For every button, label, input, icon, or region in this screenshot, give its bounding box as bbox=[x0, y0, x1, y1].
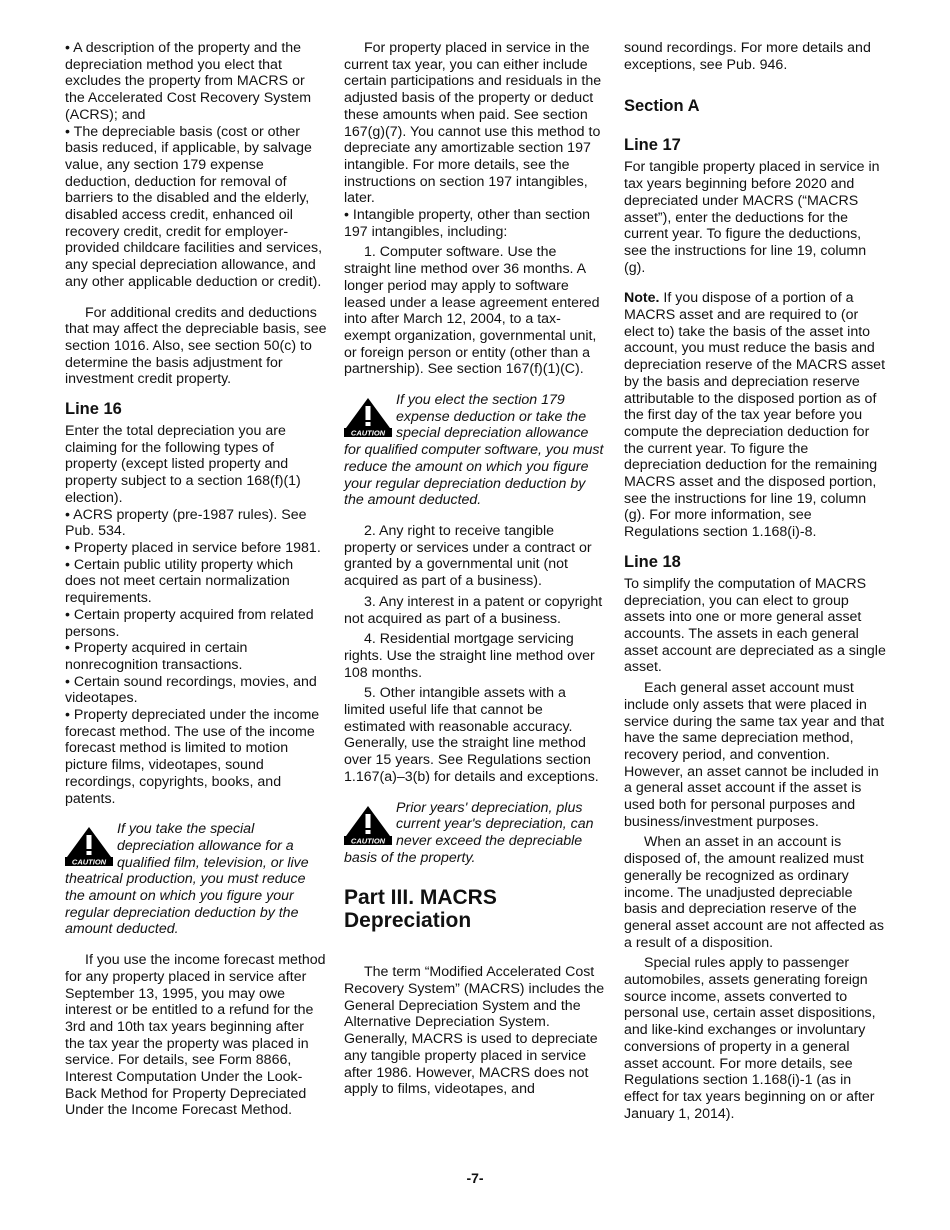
caution-icon bbox=[65, 826, 113, 866]
para-each-account: Each general asset account must include only assets that were placed in service during the same tax year and that have the same depreciation method, recovery period, and convention. However, an asset cannot be included in a general asset account if the asset is used both for personal purposes and business/investment purposes. bbox=[624, 680, 885, 830]
list-item: • Certain sound recordings, movies, and videotapes. bbox=[65, 673, 317, 707]
section-a-heading: Section A bbox=[624, 97, 700, 116]
page-number: -7- bbox=[466, 1170, 484, 1186]
para-current-year: For property placed in service in the current tax year, you can either include certain participations and residuals in the adjusted basis of the property or deduct these amounts when paid. See section 167(g)(7). You cannot use this method to depreciate any amortizable section 197 intangible. For more details, see the instructions on section 197 intangibles, later. bbox=[344, 40, 602, 207]
column-3 bbox=[624, 40, 886, 1122]
part3-heading-line2: Depreciation bbox=[344, 909, 472, 933]
note-paragraph bbox=[624, 290, 886, 541]
list-item: • ACRS property (pre-1987 rules). See Pub. 534. bbox=[65, 506, 307, 540]
list-item: 3. Any interest in a patent or copyright not acquired as part of a business. bbox=[344, 593, 603, 627]
line16-intro: Enter the total depreciation you are claiming for the following types of property (except listed property and property subject to a section 168(f)(1) election). bbox=[65, 423, 301, 506]
line18-heading: Line 18 bbox=[624, 552, 681, 571]
para-income-forecast: If you use the income forecast method for any property placed in service after September 13, 1995, you may owe interest or be entitled to a refund for the 3rd and 10th tax years beginning after the tax year the property was placed in service. For details, see Form 8866, Interest Computation Under the Look-Back Method for Property Depreciated Under the Income Forecast Method. bbox=[65, 952, 326, 1119]
caution-text: If you elect the section 179 expense deduction or take the special depreciation allowance for qualified computer software, you must reduce the amount on which you figure your regular depreciation deduction by the amount deducted. bbox=[344, 392, 604, 509]
para-macrs-term: The term “Modified Accelerated Cost Recovery System” (MACRS) includes the General Depreciation System and the Alternative Depreciation System. Generally, MACRS is used to depreciate any tangible property placed in service after 1986. However, MACRS does not apply to films, videotapes, and bbox=[344, 964, 605, 1098]
bullet-description: • A description of the property and the depreciation method you elect that excludes the property from MACRS or the Accelerated Cost Recovery System (ACRS); and bbox=[65, 40, 312, 123]
column-2 bbox=[344, 40, 606, 1098]
part3-heading bbox=[344, 886, 606, 932]
caution-note bbox=[344, 392, 606, 509]
caution-note bbox=[344, 800, 606, 867]
caution-label: CAUTION bbox=[71, 857, 107, 867]
note-text: If you dispose of a portion of a MACRS asset and are required to (or elect to) take the basis of the asset into account, you must reduce the basis and depreciation reserve of the MACRS asset by the basis and depreciation reserve attributable to the disposed portion as of the first day of the tax year before you compute the depreciation deduction for the current year. To figure the depreciation deduction for the remaining MACRS asset and the disposed portion, see the instructions for line 19, column (g). For more information, see Regulations section 1.168(i)-8. bbox=[624, 290, 886, 541]
list-item: • Property depreciated under the income forecast method. The use of the income forecast method is limited to motion picture films, videotapes, sound recordings, copyrights, books, and patents. bbox=[65, 707, 320, 807]
line17-heading: Line 17 bbox=[624, 136, 681, 155]
para-sound-recordings: sound recordings. For more details and exceptions, see Pub. 946. bbox=[624, 40, 871, 73]
list-item: • Property placed in service before 1981. bbox=[65, 539, 321, 556]
caution-icon bbox=[344, 397, 392, 437]
caution-icon bbox=[344, 805, 392, 845]
list-item: 1. Computer software. Use the straight line method over 36 months. A longer period may apply to software leased under a lease agreement entered into after March 12, 2004, to a tax-exempt organization, governmental unit, or foreign person or entity (other than a partnership). See section 167(f)(1)(C). bbox=[344, 244, 600, 378]
bullet-depreciable-basis: • The depreciable basis (cost or other basis reduced, if applicable, by salvage value, any section 179 expense deduction, deduction for removal of barriers to the disabled and the elderly, disabled access credit, enhanced oil recovery credit, credit for employer-provided childcare facilities and services, any special depreciation allowance, and any other applicable deduction or credit). bbox=[65, 123, 323, 290]
list-item: • Certain public utility property which does not meet certain normalization requirements. bbox=[65, 556, 294, 607]
part3-heading-line1: Part III. MACRS bbox=[344, 886, 497, 910]
caution-text: Prior years' depreciation, plus current year's depreciation, can never exceed the depreciable basis of the property. bbox=[344, 799, 594, 866]
note-label: Note. bbox=[624, 290, 660, 307]
para-disposed: When an asset in an account is disposed of, the amount realized must generally be recognized as ordinary income. The unadjusted depreciable basis and depreciation reserve of the general asset account are not affected as a result of a disposition. bbox=[624, 834, 885, 951]
para-special-rules: Special rules apply to passenger automobiles, assets generating foreign source income, assets converted to personal use, certain asset dispositions, and like-kind exchanges or involuntary conversions of property in a general asset account. For more details, see Regulations section 1.168(i)-1 (as in effect for tax years beginning on or after January 1, 2014). bbox=[624, 955, 876, 1122]
caution-label: CAUTION bbox=[350, 428, 386, 438]
caution-text: If you take the special depreciation allowance for a qualified film, television, or live theatrical production, you must reduce the amount on which you figure your regular depreciation deduction by the amount deducted. bbox=[65, 821, 309, 938]
list-item: • Certain property acquired from related persons. bbox=[65, 606, 314, 640]
para-additional-credits: For additional credits and deductions that may affect the depreciable basis, see section 1016. Also, see section 50(c) to determine the basis adjustment for investment credit property. bbox=[65, 304, 327, 388]
list-item: 2. Any right to receive tangible property or services under a contract or granted by a governmental unit (not acquired as part of a business). bbox=[344, 522, 592, 590]
line18-text: To simplify the computation of MACRS depreciation, you can elect to group assets into one or more general asset accounts. The assets in each general asset account are depreciated as a single asset. bbox=[624, 575, 886, 676]
caution-note bbox=[65, 821, 327, 938]
line16-heading: Line 16 bbox=[65, 400, 122, 419]
bullet-intangible: • Intangible property, other than section 197 intangibles, including: bbox=[344, 207, 591, 240]
list-item: 5. Other intangible assets with a limited useful life that cannot be estimated with reasonable accuracy. Generally, use the straight line method over 15 years. See Regulations section 1.167(a)–3(b) for details and exceptions. bbox=[344, 685, 599, 785]
list-item: 4. Residential mortgage servicing rights. Use the straight line method over 108 months. bbox=[344, 631, 595, 681]
list-item: • Property acquired in certain nonrecognition transactions. bbox=[65, 640, 248, 673]
column-1 bbox=[65, 40, 327, 1119]
line17-text: For tangible property placed in service in tax years beginning before 2020 and depreciated under MACRS (“MACRS asset”), enter the deductions for the current year. To figure the deductions, see the instructions for line 19, column (g). bbox=[624, 159, 880, 276]
caution-label: CAUTION bbox=[350, 836, 386, 845]
